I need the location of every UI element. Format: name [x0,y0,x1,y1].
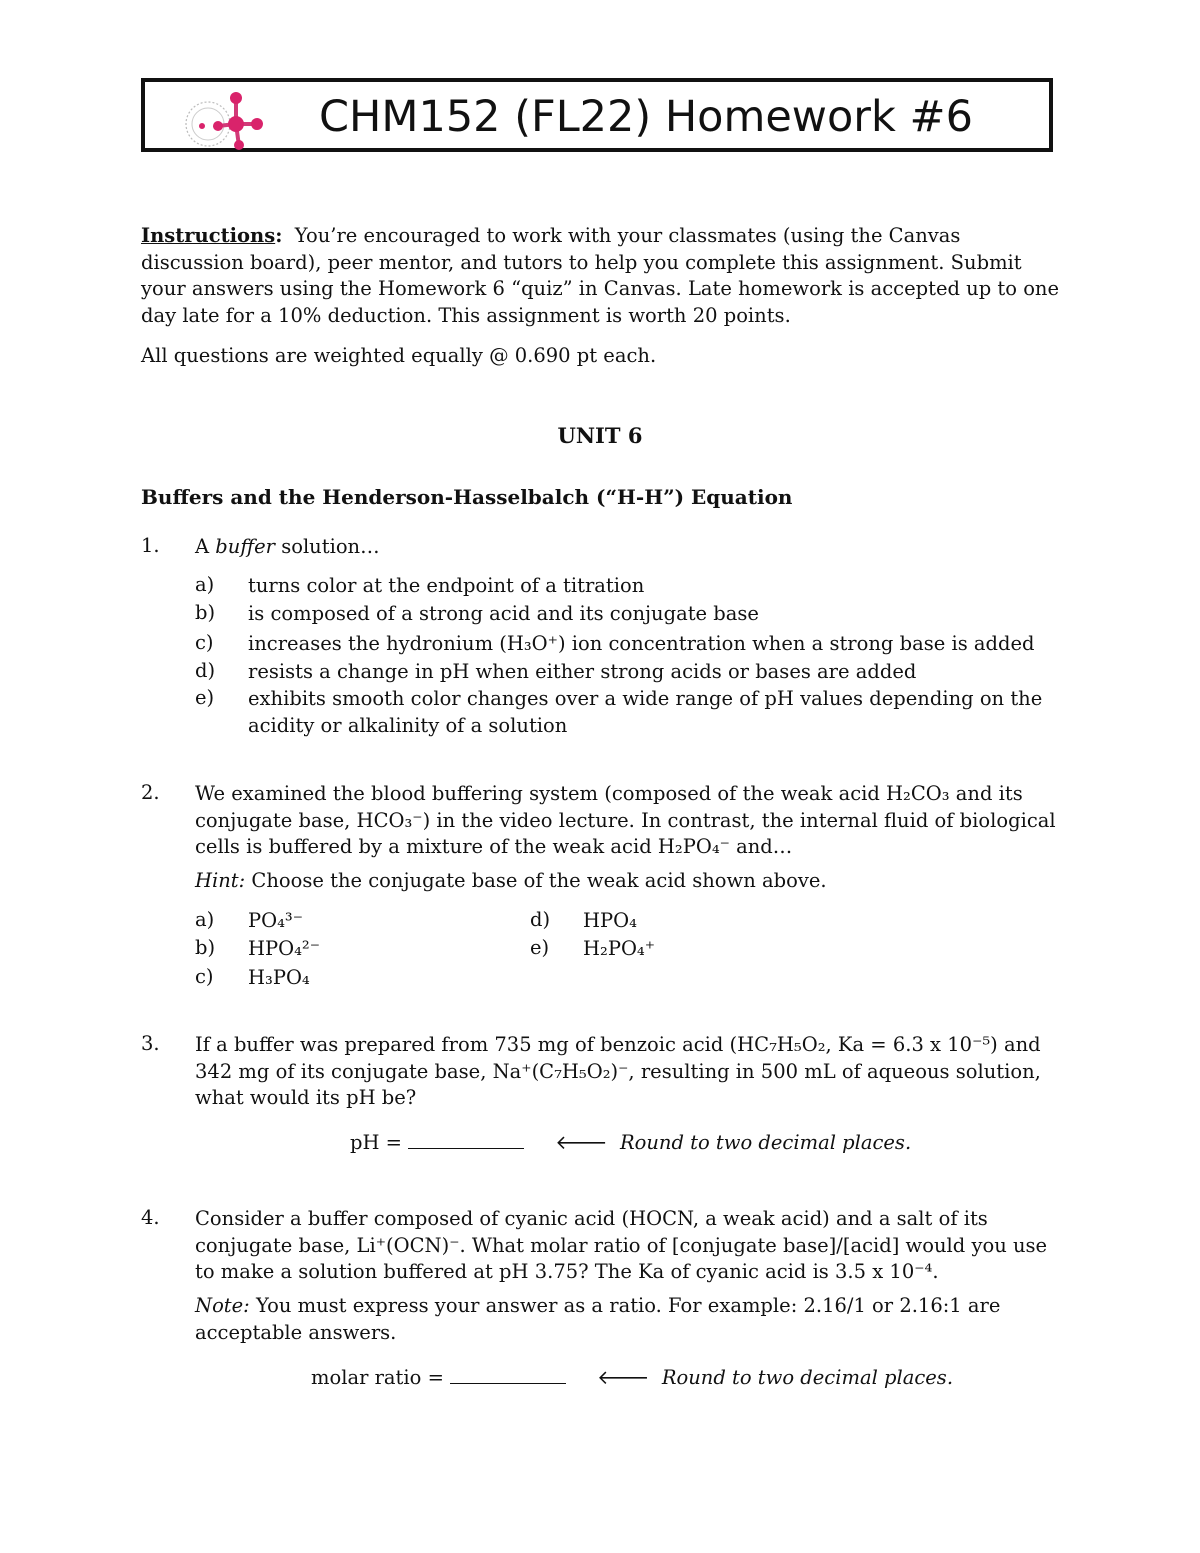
q2-option-letter: c) [195,965,214,988]
q1-option-text: turns color at the endpoint of a titration [248,574,645,597]
q2-option-letter: d) [530,908,551,931]
q1-stem-c: solution… [275,535,380,558]
q3-text: If a buffer was prepared from 735 mg of benzoic acid (HC₇H₅O₂, Ka = 6.3 x 10⁻⁵) and 342 mg of its conjugate base, Na⁺(C₇H₅O₂)⁻, resulting in 500 mL of aqueous solution, what would its pH be? [195,1033,1041,1110]
q1-option-letter: d) [195,659,216,682]
instructions-paragraph: Instructions: You’re encouraged to work with your classmates (using the Canvas discussion board), peer mentor, and tutors to help you complete this assignment. Submit your answers using the Homework 6 “quiz” in Canvas. Late homework is accepted up to one day late for a 10% deduction. This assignment is worth 20 points. [141,224,1060,327]
q2-option-text: HPO₄²⁻ [248,937,321,960]
instructions-text: You’re encouraged to work with your classmates (using the Canvas discussion board), peer mentor, and tutors to help you complete this assignment. Submit your answers using the Homework 6 “quiz” in Canvas. Late homework is accepted up to one day late for a 10% deduction. This assignment is worth 20 points. [141,224,1060,327]
q3-answer-blank[interactable] [408,1130,524,1149]
q2-hint-text: Choose the conjugate base of the weak acid shown above. [245,869,827,892]
q1-option-letter: e) [195,686,215,709]
page-title: CHM152 (FL22) Homework #6 [319,92,973,142]
weighting-text: All questions are weighted equally @ 0.690 pt each. [141,344,657,367]
q4-answer-blank[interactable] [450,1365,566,1384]
q1-option-text: resists a change in pH when either strong acids or bases are added [248,660,917,683]
q4-note-label: Note: [195,1294,250,1317]
q2-option-text: HPO₄ [583,909,637,932]
q1-option-text: is composed of a strong acid and its conjugate base [248,602,759,625]
q4-number: 4. [141,1206,160,1229]
q1-option-text: increases the hydronium (H₃O⁺) ion concentration when a strong base is added [248,632,1035,655]
q1-stem-a: A [195,535,216,558]
unit-heading: UNIT 6 [557,423,643,448]
left-arrow-icon: 🡐 [555,1131,608,1154]
q2-text: We examined the blood buffering system (composed of the weak acid H₂CO₃ and its conjugate base, HCO₃⁻) in the video lecture. In contrast, the internal fluid of biological cells is buffered by a mixture of the weak acid H₂PO₄⁻ and… [195,782,1056,859]
q1-option-letter: b) [195,601,216,624]
q3-answer-line [350,1130,911,1154]
q1-option-text: exhibits smooth color changes over a wide range of pH values depending on the acidity or alkalinity of a solution [248,687,1043,737]
q2-number: 2. [141,781,160,804]
molecule-logo-icon [181,88,267,150]
q1-number: 1. [141,534,160,557]
title-banner [141,78,1053,152]
q2-option-text: H₃PO₄ [248,966,310,989]
q1-option-letter: c) [195,631,214,654]
left-arrow-icon: 🡐 [597,1366,650,1389]
q3-number: 3. [141,1032,160,1055]
q4-answer-line [311,1365,953,1389]
section-heading: Buffers and the Henderson-Hasselbalch (“H-H”) Equation [141,485,793,509]
q4-round-note: Round to two decimal places. [661,1366,954,1389]
q1-option-letter: a) [195,573,215,596]
q2-option-letter: a) [195,908,215,931]
q2-option-text: H₂PO₄⁺ [583,937,656,960]
q4-note [195,1293,1065,1346]
q4-answer-label: molar ratio = [311,1366,451,1389]
q1-stem-emphasis: buffer [215,535,275,558]
q3-round-note: Round to two decimal places. [619,1131,912,1154]
q2-hint-label: Hint: [195,869,246,892]
q4-text: Consider a buffer composed of cyanic acid (HOCN, a weak acid) and a salt of its conjugate base, Li⁺(OCN)⁻. What molar ratio of [conjugate base]/[acid] would you use to make a solution buffered at pH 3.75? The Ka of cyanic acid is 3.5 x 10⁻⁴. [195,1207,1048,1284]
instructions-label: Instructions [141,224,276,247]
q3-answer-label: pH = [350,1131,409,1154]
q2-option-letter: b) [195,936,216,959]
q1-stem [195,534,1065,561]
q2-hint [195,868,1065,895]
q4-note-text: You must express your answer as a ratio. For example: 2.16/1 or 2.16:1 are acceptable answers. [195,1294,1001,1344]
q2-option-text: PO₄³⁻ [248,909,304,932]
q2-option-letter: e) [530,936,550,959]
